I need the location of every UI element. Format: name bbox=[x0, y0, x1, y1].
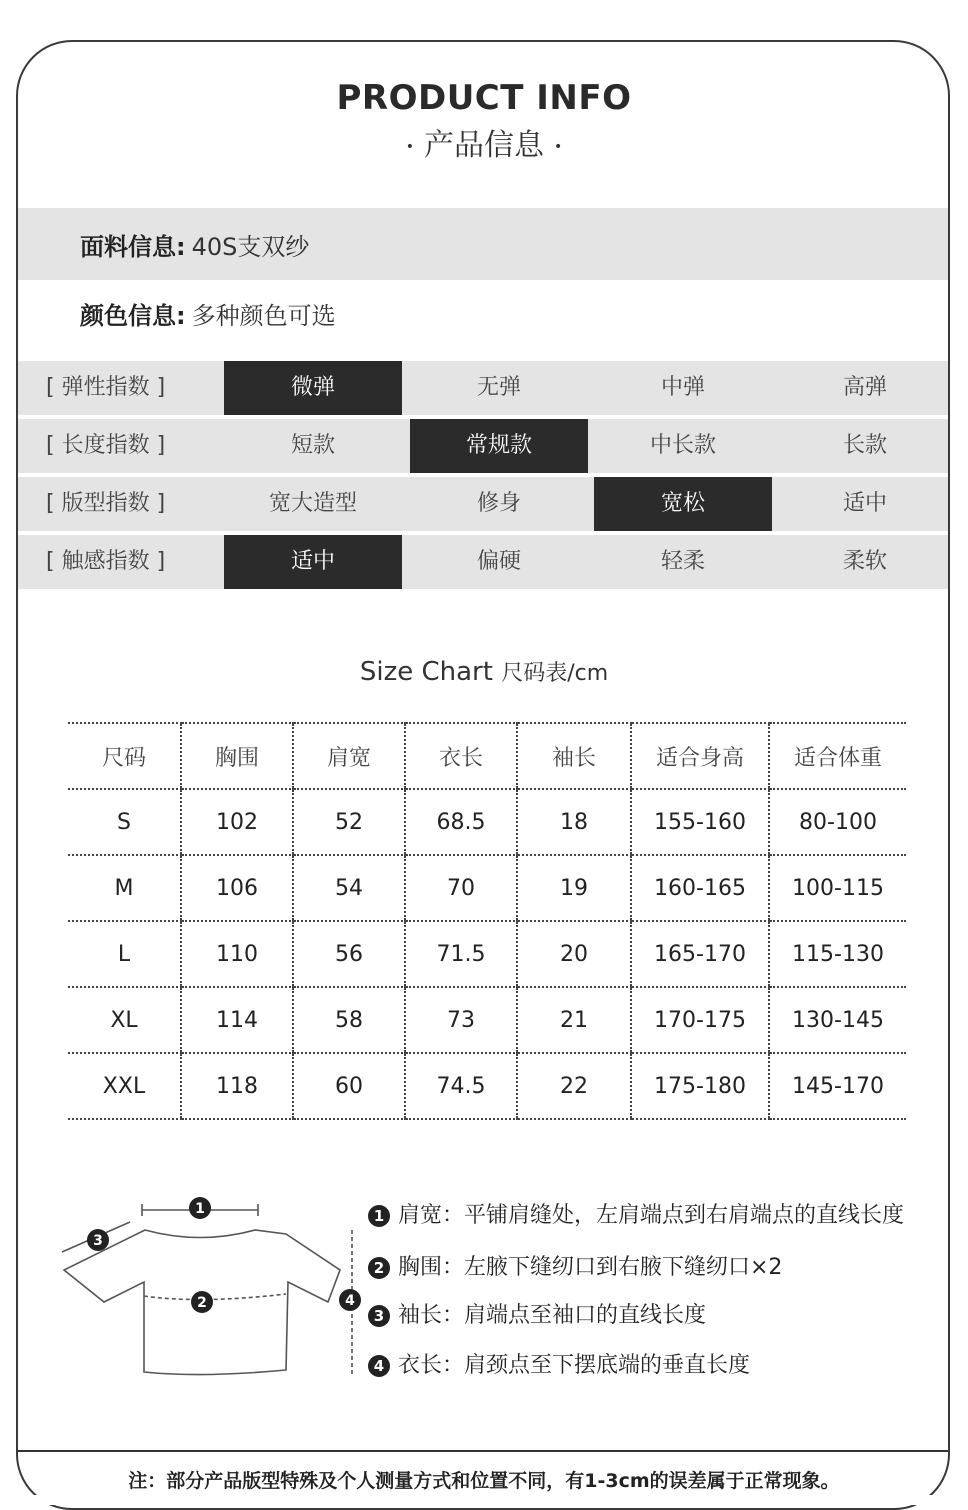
size-cell: 68.5 bbox=[405, 789, 517, 855]
size-cell: 60 bbox=[293, 1053, 405, 1119]
size-cell: 160-165 bbox=[631, 855, 769, 921]
page-subtitle bbox=[0, 120, 968, 164]
marker-4-label: 4 bbox=[345, 1293, 355, 1309]
marker-3 bbox=[87, 1229, 109, 1251]
size-header-cell: 肩宽 bbox=[293, 723, 405, 789]
size-cell: M bbox=[68, 855, 181, 921]
size-header-cell: 衣长 bbox=[405, 723, 517, 789]
marker-2-label: 2 bbox=[197, 1295, 207, 1311]
index-option: 短款 bbox=[290, 433, 335, 458]
size-cell: 73 bbox=[405, 987, 517, 1053]
size-header-cell: 胸围 bbox=[181, 723, 293, 789]
size-cell: 175-180 bbox=[631, 1053, 769, 1119]
size-cell: 19 bbox=[517, 855, 631, 921]
measure-text: 袖长：肩端点至袖口的直线长度 bbox=[398, 1303, 707, 1328]
size-cell: 22 bbox=[517, 1053, 631, 1119]
size-cell: XL bbox=[68, 987, 181, 1053]
size-cell: 145-170 bbox=[769, 1053, 906, 1119]
measure-legend-item bbox=[368, 1348, 750, 1379]
size-cell: 18 bbox=[517, 789, 631, 855]
garment-measure-diagram bbox=[50, 1190, 370, 1390]
marker-1 bbox=[189, 1197, 211, 1219]
index-label: [ 长度指数 ] bbox=[46, 433, 166, 458]
marker-4 bbox=[339, 1289, 361, 1311]
measure-text: 胸围：左腋下缝纫口到右腋下缝纫口×2 bbox=[398, 1255, 783, 1280]
size-cell: 58 bbox=[293, 987, 405, 1053]
index-option: 长款 bbox=[842, 433, 887, 458]
bullet-left: • bbox=[405, 138, 414, 155]
size-cell: S bbox=[68, 789, 181, 855]
index-option-selected: 适中 bbox=[224, 535, 402, 589]
size-cell: 130-145 bbox=[769, 987, 906, 1053]
size-cell: 70 bbox=[405, 855, 517, 921]
fabric-label: 面料信息: bbox=[80, 232, 186, 261]
index-row bbox=[18, 419, 948, 473]
index-option: 宽大造型 bbox=[268, 491, 357, 516]
index-option-selected: 常规款 bbox=[410, 419, 588, 473]
index-option: 中长款 bbox=[649, 433, 716, 458]
size-cell: 52 bbox=[293, 789, 405, 855]
size-cell: 118 bbox=[181, 1053, 293, 1119]
size-cell: 74.5 bbox=[405, 1053, 517, 1119]
color-label: 颜色信息: bbox=[80, 301, 186, 330]
size-cell: 102 bbox=[181, 789, 293, 855]
measure-legend-item bbox=[368, 1198, 904, 1229]
index-row bbox=[18, 361, 948, 415]
measure-number-badge: 2 bbox=[368, 1257, 390, 1279]
size-row bbox=[68, 1053, 906, 1119]
size-cell: 20 bbox=[517, 921, 631, 987]
marker-3-label: 3 bbox=[93, 1233, 103, 1249]
measure-number-badge: 3 bbox=[368, 1305, 390, 1327]
size-cell: 56 bbox=[293, 921, 405, 987]
size-header-cell: 袖长 bbox=[517, 723, 631, 789]
size-cell: 21 bbox=[517, 987, 631, 1053]
index-option: 修身 bbox=[476, 491, 521, 516]
index-option: 中弹 bbox=[660, 375, 705, 400]
footer-divider bbox=[18, 1450, 948, 1452]
measure-number-badge: 4 bbox=[368, 1355, 390, 1377]
size-row bbox=[68, 789, 906, 855]
index-label: [ 弹性指数 ] bbox=[46, 375, 166, 400]
color-value: 多种颜色可选 bbox=[191, 301, 336, 330]
measure-legend-item bbox=[368, 1250, 782, 1281]
size-cell: 155-160 bbox=[631, 789, 769, 855]
index-option: 柔软 bbox=[842, 549, 887, 574]
measure-number-badge: 1 bbox=[368, 1205, 390, 1227]
size-chart-title-en: Size Chart bbox=[359, 657, 493, 687]
footer-note: 注：部分产品版型特殊及个人测量方式和位置不同，有1-3cm的误差属于正常现象。 bbox=[128, 1470, 840, 1492]
size-cell: 106 bbox=[181, 855, 293, 921]
size-cell: 80-100 bbox=[769, 789, 906, 855]
index-label: [ 版型指数 ] bbox=[46, 491, 166, 516]
measure-text: 肩宽：平铺肩缝处，左肩端点到右肩端点的直线长度 bbox=[398, 1203, 905, 1228]
index-row bbox=[18, 477, 948, 531]
measure-text: 衣长：肩颈点至下摆底端的垂直长度 bbox=[398, 1353, 751, 1378]
size-cell: L bbox=[68, 921, 181, 987]
index-option: 适中 bbox=[842, 491, 887, 516]
size-table-header bbox=[68, 723, 906, 789]
size-row bbox=[68, 987, 906, 1053]
color-info-row bbox=[18, 277, 948, 349]
size-cell: XXL bbox=[68, 1053, 181, 1119]
index-option: 高弹 bbox=[842, 375, 887, 400]
size-row bbox=[68, 921, 906, 987]
size-cell: 115-130 bbox=[769, 921, 906, 987]
index-row bbox=[18, 535, 948, 589]
marker-1-label: 1 bbox=[195, 1201, 205, 1217]
size-header-cell: 适合身高 bbox=[631, 723, 769, 789]
fabric-info-row bbox=[18, 208, 948, 280]
size-header-cell: 适合体重 bbox=[769, 723, 906, 789]
index-option-selected: 微弹 bbox=[224, 361, 402, 415]
page-title: PRODUCT INFO bbox=[336, 78, 632, 118]
fabric-value: 40S支双纱 bbox=[191, 232, 310, 261]
size-header-cell: 尺码 bbox=[68, 723, 181, 789]
measure-legend-item bbox=[368, 1298, 706, 1329]
index-option: 偏硬 bbox=[476, 549, 521, 574]
size-cell: 170-175 bbox=[631, 987, 769, 1053]
size-table bbox=[68, 722, 906, 1120]
size-cell: 165-170 bbox=[631, 921, 769, 987]
bullet-right: • bbox=[554, 138, 563, 155]
size-cell: 71.5 bbox=[405, 921, 517, 987]
index-option: 轻柔 bbox=[660, 549, 705, 574]
size-cell: 110 bbox=[181, 921, 293, 987]
index-option: 无弹 bbox=[476, 375, 521, 400]
size-chart-title-cn: 尺码表/cm bbox=[501, 661, 609, 686]
size-cell: 114 bbox=[181, 987, 293, 1053]
size-row bbox=[68, 855, 906, 921]
size-cell: 100-115 bbox=[769, 855, 906, 921]
index-label: [ 触感指数 ] bbox=[46, 549, 166, 574]
subtitle-text: 产品信息 bbox=[424, 128, 544, 163]
size-chart-title bbox=[0, 656, 968, 687]
index-option-selected: 宽松 bbox=[594, 477, 772, 531]
marker-2 bbox=[191, 1291, 213, 1313]
size-cell: 54 bbox=[293, 855, 405, 921]
